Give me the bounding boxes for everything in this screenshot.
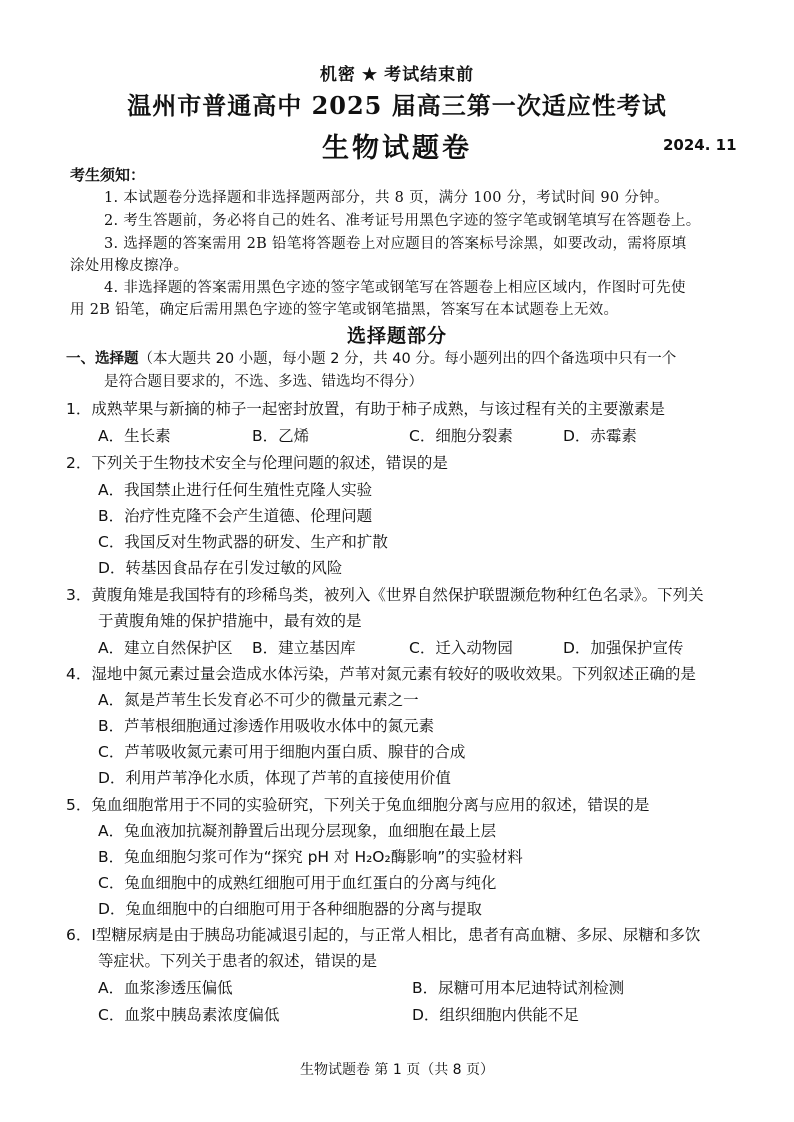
question-stem: 2．下列关于生物技术安全与伦理问题的叙述，错误的是 [66,454,448,472]
question-stem-cont: 于黄腹角雉的保护措施中，最有效的是 [98,612,362,630]
option: B．建立基因库 [252,639,356,657]
option: B．芦苇根细胞通过渗透作用吸收水体中的氮元素 [98,717,435,735]
option: C．细胞分裂素 [409,427,513,445]
question-stem: 3．黄腹角雉是我国特有的珍稀鸟类，被列入《世界自然保护联盟濒危物种红色名录》。下列关 [66,586,704,604]
notice-item: 4. 非选择题的答案需用黑色字迹的签字笔或钢笔写在答题卷上相应区域内，作图时可先使 [104,280,686,296]
part-label: 一、选择题 [66,351,139,367]
confidential-note: 考试结束前 [384,65,475,85]
option: A．建立自然保护区 [98,639,233,657]
option: D．转基因食品存在引发过敏的风险 [98,559,343,577]
part-instructions-line1: （本大题共 20 小题，每小题 2 分，共 40 分。每小题列出的四个备选项中只有一个 [138,351,677,367]
option: A．我国禁止进行任何生殖性克隆人实验 [98,481,373,499]
option: C．芦苇吸收氮元素可用于细胞内蛋白质、腺苷的合成 [98,743,466,761]
notice-item: 涂处用橡皮擦净。 [70,258,189,274]
part-instructions-line2: 是符合题目要求的，不选、多选、错选均不得分） [104,374,423,390]
option: D．利用芦苇净化水质，体现了芦苇的直接使用价值 [98,769,451,787]
notice-item: 2. 考生答题前，务必将自己的姓名、准考证号用黑色字迹的签字笔或钢笔填写在答题卷上。 [104,213,701,229]
question-stem: 4．湿地中氮元素过量会造成水体污染，芦苇对氮元素有较好的吸收效果。下列叙述正确的是 [66,665,696,683]
option: A．氮是芦苇生长发育必不可少的微量元素之一 [98,691,419,709]
part-instructions [66,347,676,368]
option: A．兔血液加抗凝剂静置后出现分层现象，血细胞在最上层 [98,822,497,840]
star-icon: ★ [361,65,379,85]
confidential-label: 机密 [319,65,356,85]
notice-item: 3. 选择题的答案需用 2B 铅笔将答题卷上对应题目的答案标号涂黑，如要改动，需将原填 [104,236,687,252]
option: C．迁入动物园 [409,639,513,657]
page-footer: 生物试题卷 第 1 页（共 8 页） [299,1062,495,1078]
question-stem-cont: 等症状。下列关于患者的叙述，错误的是 [98,952,378,970]
option: D．组织细胞内供能不足 [412,1006,579,1024]
option: C．我国反对生物武器的研发、生产和扩散 [98,533,388,551]
notice-item: 1. 本试题卷分选择题和非选择题两部分，共 8 页，满分 100 分，考试时间 90 分钟。 [104,190,669,206]
option: B．尿糖可用本尼迪特试剂检测 [412,979,625,997]
notice-heading: 考生须知： [70,166,146,184]
confidential-line [0,60,794,85]
exam-subtitle: 生物试题卷 [322,133,472,164]
exam-title: 温州市普通高中 2025 届高三第一次适应性考试 [127,91,667,120]
notice-item: 用 2B 铅笔，确定后需用黑色字迹的签字笔或钢笔描黑，答案写在本试题卷上无效。 [70,302,619,318]
option: B．兔血细胞匀浆可作为“探究 pH 对 H₂O₂酶影响”的实验材料 [98,848,523,866]
option: A．生长素 [98,427,171,445]
exam-date: 2024. 11 [663,136,737,154]
option: B．治疗性克隆不会产生道德、伦理问题 [98,507,373,525]
option: A．血浆渗透压偏低 [98,979,233,997]
question-stem: 6．I型糖尿病是由于胰岛功能减退引起的，与正常人相比，患者有高血糖、多尿、尿糖和多饮 [66,926,701,944]
option: D．兔血细胞中的白细胞可用于各种细胞器的分离与提取 [98,900,482,918]
question-stem: 5．兔血细胞常用于不同的实验研究，下列关于兔血细胞分离与应用的叙述，错误的是 [66,796,650,814]
section-title: 选择题部分 [346,325,447,347]
option: D．赤霉素 [563,427,637,445]
question-stem: 1．成熟苹果与新摘的柿子一起密封放置，有助于柿子成熟，与该过程有关的主要激素是 [66,400,665,418]
option: C．血浆中胰岛素浓度偏低 [98,1006,280,1024]
option: C．兔血细胞中的成熟红细胞可用于血红蛋白的分离与纯化 [98,874,497,892]
option: D．加强保护宣传 [563,639,684,657]
option: B．乙烯 [252,427,310,445]
